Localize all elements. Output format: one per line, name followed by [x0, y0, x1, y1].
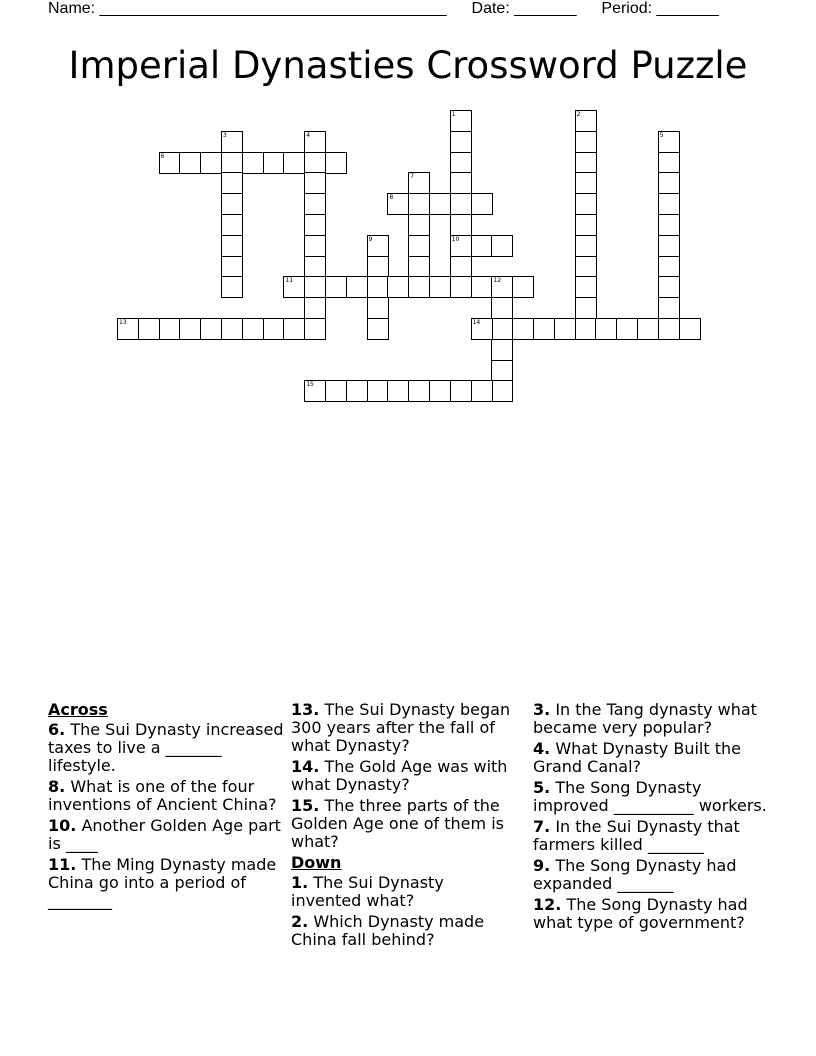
grid-cell[interactable]	[263, 152, 285, 174]
grid-cell[interactable]	[242, 318, 264, 340]
grid-cell[interactable]	[450, 235, 472, 257]
grid-cell[interactable]	[242, 152, 264, 174]
clue-number: 3	[223, 131, 227, 139]
grid-cell[interactable]	[283, 152, 305, 174]
grid-cell[interactable]	[304, 318, 326, 340]
grid-cell[interactable]	[658, 318, 680, 340]
grid-cell[interactable]	[221, 235, 243, 257]
grid-cell[interactable]	[471, 193, 493, 215]
grid-cell[interactable]	[491, 339, 513, 361]
grid-cell[interactable]	[408, 276, 430, 298]
across-clue-10: 10. Another Golden Age part is ____	[48, 816, 281, 853]
grid-cell[interactable]	[679, 318, 701, 340]
across-clue-6: 6. The Sui Dynasty increased taxes to live a _______ lifestyle.	[48, 720, 284, 775]
grid-cell[interactable]	[138, 318, 160, 340]
grid-cell[interactable]	[304, 297, 326, 319]
grid-cell[interactable]	[221, 152, 243, 174]
grid-cell[interactable]	[325, 276, 347, 298]
grid-cell[interactable]	[595, 318, 617, 340]
name-field[interactable]: Name: _______________________________________	[48, 0, 447, 17]
grid-cell[interactable]	[159, 318, 181, 340]
puzzle-title: Imperial Dynasties Crossword Puzzle	[68, 44, 748, 87]
grid-cell[interactable]	[637, 318, 659, 340]
grid-cell[interactable]	[179, 318, 201, 340]
grid-cell[interactable]	[658, 297, 680, 319]
grid-cell[interactable]	[263, 318, 285, 340]
grid-cell[interactable]	[346, 276, 368, 298]
grid-cell[interactable]	[283, 318, 305, 340]
grid-cell[interactable]	[304, 276, 326, 298]
grid-cell[interactable]	[367, 235, 389, 257]
grid-cell[interactable]	[658, 172, 680, 194]
grid-cell[interactable]	[575, 256, 597, 278]
clue-number: 10	[451, 235, 460, 243]
grid-cell[interactable]	[387, 193, 409, 215]
grid-cell[interactable]	[616, 318, 638, 340]
grid-cell[interactable]	[304, 131, 326, 153]
grid-cell[interactable]	[658, 214, 680, 236]
clue-number: 4	[306, 131, 311, 139]
down-clue-4: 4. What Dynasty Built the Grand Canal?	[533, 739, 741, 776]
grid-cell[interactable]	[367, 276, 389, 298]
clue-number: 9	[368, 235, 373, 243]
grid-cell[interactable]	[575, 110, 597, 132]
grid-cell[interactable]	[408, 235, 430, 257]
grid-cell[interactable]	[575, 152, 597, 174]
grid-cell[interactable]	[471, 380, 493, 402]
grid-cell[interactable]	[658, 152, 680, 174]
grid-cell[interactable]	[658, 276, 680, 298]
grid-cell[interactable]	[491, 318, 513, 340]
down-clue-3: 3. In the Tang dynasty what became very popular?	[533, 700, 757, 737]
across-heading: Across	[48, 700, 108, 719]
clue-number: 11	[285, 277, 294, 285]
grid-cell[interactable]	[221, 172, 243, 194]
grid-cell[interactable]	[450, 214, 472, 236]
grid-cell[interactable]	[304, 193, 326, 215]
grid-cell[interactable]	[325, 152, 347, 174]
down-clue-9: 9. The Song Dynasty had expanded _______	[533, 856, 737, 893]
across-clue-14: 14. The Gold Age was with what Dynasty?	[291, 757, 508, 794]
clue-number: 2	[576, 111, 581, 118]
grid-cell[interactable]	[658, 235, 680, 257]
period-field[interactable]: Period: _______	[601, 0, 719, 17]
grid-cell[interactable]	[221, 214, 243, 236]
grid-cell[interactable]	[159, 152, 181, 174]
grid-cell[interactable]	[450, 152, 472, 174]
grid-cell[interactable]	[471, 318, 493, 340]
grid-cell[interactable]	[221, 318, 243, 340]
grid-cell[interactable]	[554, 318, 576, 340]
down-clue-7: 7. In the Sui Dynasty that farmers killed _______	[533, 817, 740, 854]
grid-cell[interactable]	[304, 172, 326, 194]
header-fields	[48, 0, 719, 18]
grid-cell[interactable]	[304, 214, 326, 236]
grid-cell[interactable]	[450, 131, 472, 153]
grid-cell[interactable]	[221, 256, 243, 278]
grid-cell[interactable]	[304, 256, 326, 278]
across-clue-15: 15. The three parts of the Golden Age one of them is what?	[291, 796, 504, 851]
grid-cell[interactable]	[450, 380, 472, 402]
grid-cell[interactable]	[408, 172, 430, 194]
clue-number: 15	[306, 381, 314, 389]
down-clue-12: 12. The Song Dynasty had what type of government?	[533, 895, 748, 932]
grid-cell[interactable]	[283, 276, 305, 298]
grid-cell[interactable]	[450, 110, 472, 132]
grid-cell[interactable]	[367, 256, 389, 278]
grid-cell[interactable]	[471, 276, 493, 298]
grid-cell[interactable]	[512, 276, 534, 298]
grid-cell[interactable]	[450, 256, 472, 278]
grid-cell[interactable]	[179, 152, 201, 174]
clue-column-3	[533, 701, 769, 935]
grid-cell[interactable]	[304, 235, 326, 257]
grid-cell[interactable]	[346, 380, 368, 402]
clue-column-2	[291, 701, 517, 952]
grid-cell[interactable]	[658, 256, 680, 278]
grid-cell[interactable]	[387, 380, 409, 402]
grid-cell[interactable]	[471, 235, 493, 257]
grid-cell[interactable]	[304, 152, 326, 174]
grid-cell[interactable]	[325, 380, 347, 402]
grid-cell[interactable]	[575, 297, 597, 319]
down-clue-1: 1. The Sui Dynasty invented what?	[291, 873, 444, 910]
grid-cell[interactable]	[658, 193, 680, 215]
across-clue-11: 11. The Ming Dynasty made China go into a period of ________	[48, 855, 277, 910]
grid-cell[interactable]	[200, 152, 222, 174]
grid-cell[interactable]	[221, 193, 243, 215]
clue-number: 1	[451, 111, 456, 118]
grid-cell[interactable]	[221, 276, 243, 298]
grid-cell[interactable]	[408, 214, 430, 236]
grid-cell[interactable]	[429, 276, 451, 298]
across-clue-13: 13. The Sui Dynasty began 300 years after the fall of what Dynasty?	[291, 700, 511, 755]
grid-cell[interactable]	[408, 256, 430, 278]
grid-cell[interactable]	[491, 276, 513, 298]
grid-cell[interactable]	[304, 380, 326, 402]
date-field[interactable]: Date: _______	[471, 0, 577, 17]
grid-cell[interactable]	[408, 380, 430, 402]
down-clue-5: 5. The Song Dynasty improved __________ workers.	[533, 778, 767, 815]
grid-cell[interactable]	[367, 318, 389, 340]
grid-cell[interactable]	[575, 172, 597, 194]
grid-cell[interactable]	[491, 297, 513, 319]
clue-number: 7	[410, 173, 415, 181]
clue-number: 8	[389, 194, 394, 202]
grid-cell[interactable]	[533, 318, 555, 340]
grid-cell[interactable]	[429, 380, 451, 402]
clue-number: 12	[493, 277, 502, 285]
down-heading: Down	[291, 853, 342, 872]
grid-cell[interactable]	[658, 131, 680, 153]
grid-cell[interactable]	[200, 318, 222, 340]
grid-cell[interactable]	[575, 193, 597, 215]
grid-cell[interactable]	[512, 318, 534, 340]
grid-cell[interactable]	[450, 172, 472, 194]
grid-cell[interactable]	[367, 380, 389, 402]
grid-cell[interactable]	[450, 193, 472, 215]
grid-cell[interactable]	[387, 276, 409, 298]
grid-cell[interactable]	[221, 131, 243, 153]
clue-number: 13	[119, 319, 127, 326]
grid-cell[interactable]	[429, 193, 451, 215]
clue-number: 5	[659, 131, 664, 139]
grid-cell[interactable]	[575, 214, 597, 236]
grid-cell[interactable]	[575, 276, 597, 298]
grid-cell[interactable]	[491, 360, 513, 382]
grid-cell[interactable]	[450, 276, 472, 298]
grid-cell[interactable]	[575, 235, 597, 257]
grid-cell[interactable]	[575, 131, 597, 153]
clue-number: 6	[160, 152, 165, 160]
down-clue-2: 2. Which Dynasty made China fall behind?	[291, 912, 485, 949]
grid-cell[interactable]	[575, 318, 597, 340]
grid-cell[interactable]	[491, 235, 513, 257]
grid-cell[interactable]	[117, 318, 139, 340]
grid-cell[interactable]	[408, 193, 430, 215]
clue-number: 14	[472, 319, 481, 326]
clue-column-1	[48, 701, 284, 913]
across-clue-8: 8. What is one of the four inventions of Ancient China?	[48, 777, 277, 814]
grid-cell[interactable]	[367, 297, 389, 319]
grid-cell[interactable]	[491, 380, 513, 402]
